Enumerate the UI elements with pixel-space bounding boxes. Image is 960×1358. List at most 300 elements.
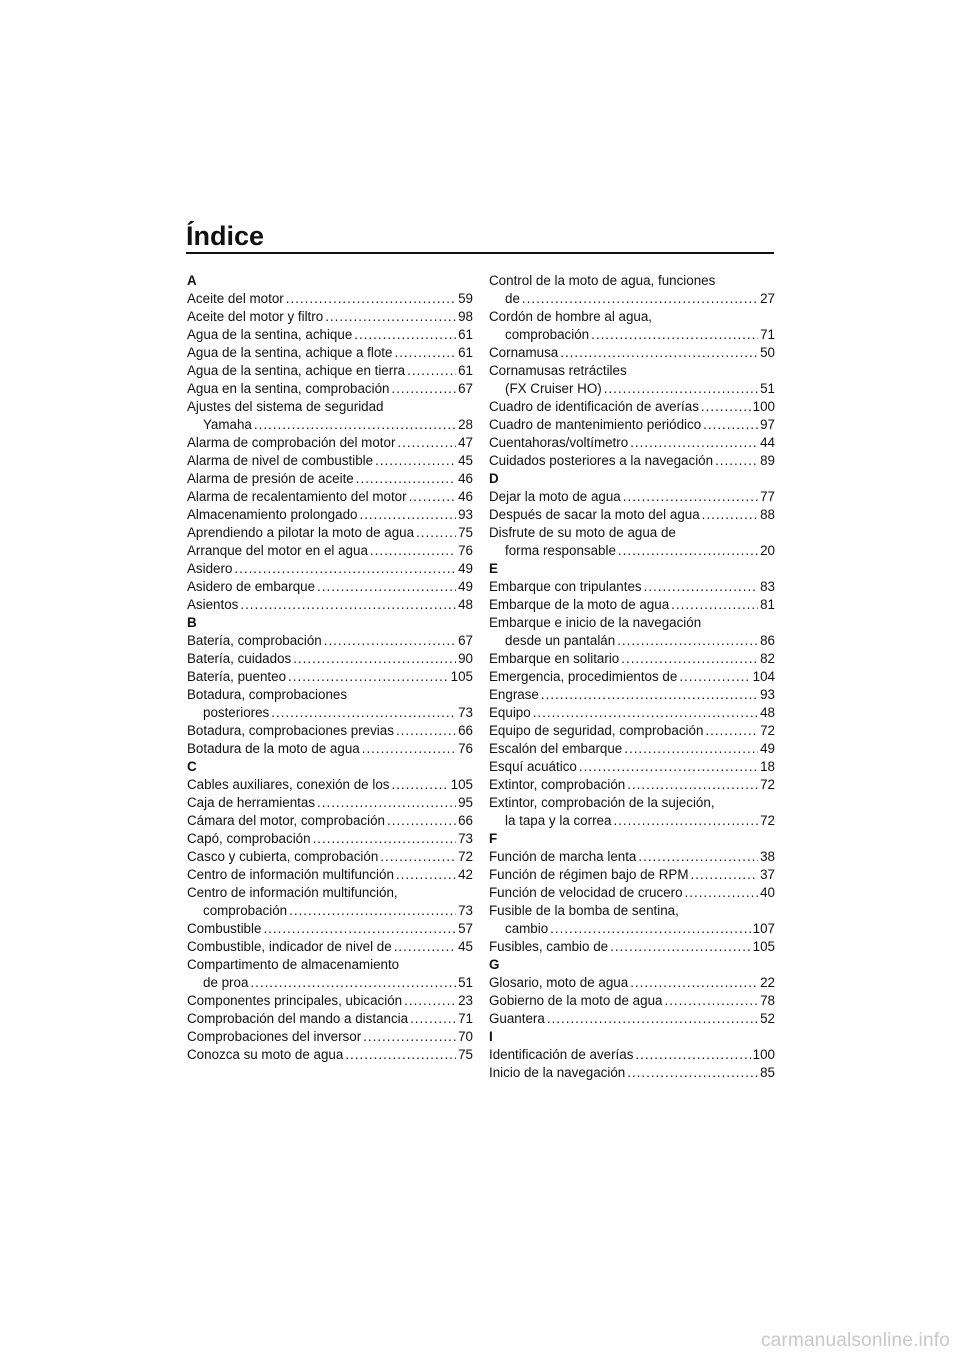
index-entry-text: Componentes principales, ubicación xyxy=(187,993,403,1008)
index-letter-heading: F xyxy=(489,831,498,846)
index-page-number: 73 xyxy=(458,831,473,846)
index-entry-line xyxy=(187,992,473,1010)
dot-leader xyxy=(404,992,456,1010)
index-entry xyxy=(489,416,775,434)
dot-leader xyxy=(627,1064,758,1082)
index-page-number: 71 xyxy=(760,327,775,342)
dot-leader xyxy=(380,848,456,866)
index-entry-text: Caja de herramientas xyxy=(187,795,316,810)
index-entry-text: Arranque del motor en el agua xyxy=(187,543,368,558)
index-entry xyxy=(489,362,775,398)
index-entry-line xyxy=(489,704,775,722)
index-page-number: 23 xyxy=(458,993,473,1008)
index-column-left xyxy=(187,272,473,1064)
index-page-number: 76 xyxy=(458,741,473,756)
index-page-number: 28 xyxy=(458,417,473,432)
index-page-number: 18 xyxy=(760,759,775,774)
index-entry-line xyxy=(187,560,473,578)
page-title: Índice xyxy=(186,221,265,251)
index-letter-heading: E xyxy=(489,561,498,576)
index-entry-line xyxy=(187,1010,473,1028)
dot-leader xyxy=(286,290,456,308)
index-entry-text: Extintor, comprobación de la sujeción, xyxy=(489,795,715,810)
index-page-number: 90 xyxy=(458,651,473,666)
index-entry-text: Cuidados posteriores a la navegación xyxy=(489,453,714,468)
index-entry xyxy=(489,506,775,524)
index-entry-line xyxy=(489,524,775,542)
index-entry xyxy=(187,740,473,758)
dot-leader xyxy=(289,902,456,920)
index-page-number: 38 xyxy=(760,849,775,864)
index-entry xyxy=(187,308,473,326)
dot-leader xyxy=(613,812,758,830)
index-entry-line xyxy=(489,614,775,632)
index-letter-heading: A xyxy=(187,273,197,288)
index-page-number: 71 xyxy=(458,1011,473,1026)
index-entry-line xyxy=(187,740,473,758)
index-entry xyxy=(489,524,775,560)
index-entry-line xyxy=(489,452,775,470)
dot-leader xyxy=(397,434,456,452)
index-entry-text: Aceite del motor y filtro xyxy=(187,309,324,324)
index-page-number: 95 xyxy=(458,795,473,810)
index-page-number: 52 xyxy=(760,1011,775,1026)
index-entry xyxy=(187,362,473,380)
index-entry xyxy=(489,1010,775,1028)
index-page-number: 72 xyxy=(458,849,473,864)
index-entry-text: Cuentahoras/voltímetro xyxy=(489,435,629,450)
index-entry-line xyxy=(187,506,473,524)
index-entry-line xyxy=(489,596,775,614)
dot-leader xyxy=(240,596,456,614)
index-page-number: 105 xyxy=(450,669,473,684)
index-entry-line xyxy=(187,848,473,866)
index-entry xyxy=(489,434,775,452)
index-entry-text: Escalón del embarque xyxy=(489,741,623,756)
index-page-number: 72 xyxy=(760,723,775,738)
dot-leader xyxy=(370,542,456,560)
index-entry-text: Embarque con tripulantes xyxy=(489,579,642,594)
index-entry-text: Comprobaciones del inversor xyxy=(187,1029,362,1044)
index-entry-line xyxy=(489,866,775,884)
index-page-number: 45 xyxy=(458,939,473,954)
index-entry xyxy=(187,578,473,596)
index-entry-line xyxy=(489,578,775,596)
index-page-number: 70 xyxy=(458,1029,473,1044)
index-entry xyxy=(489,488,775,506)
index-entry xyxy=(489,650,775,668)
index-page-number: 72 xyxy=(760,813,775,828)
index-page-number: 100 xyxy=(752,1047,775,1062)
index-entry-line xyxy=(489,326,775,344)
index-entry-text: Control de la moto de agua, funciones xyxy=(489,273,716,288)
dot-leader xyxy=(324,632,456,650)
index-entry-line xyxy=(489,650,775,668)
dot-leader xyxy=(375,452,456,470)
index-entry xyxy=(187,668,473,686)
index-entry xyxy=(489,884,775,902)
dot-leader xyxy=(387,812,456,830)
index-entry xyxy=(187,938,473,956)
index-entry-text: Emergencia, procedimientos de xyxy=(489,669,678,684)
index-entry-text: Cámara del motor, comprobación xyxy=(187,813,385,828)
index-entry xyxy=(187,434,473,452)
index-entry-text: Agua de la sentina, achique en tierra xyxy=(187,363,406,378)
dot-leader xyxy=(623,488,758,506)
dot-leader xyxy=(356,470,456,488)
index-entry-line xyxy=(187,542,473,560)
index-entry xyxy=(489,668,775,686)
index-page-number: 61 xyxy=(458,363,473,378)
index-entry xyxy=(187,560,473,578)
index-entry-text: Agua de la sentina, achique a flote xyxy=(187,345,393,360)
index-entry xyxy=(187,812,473,830)
index-page-number: 57 xyxy=(458,921,473,936)
index-entry-line xyxy=(187,524,473,542)
index-entry-text: Botadura de la moto de agua xyxy=(187,741,360,756)
index-entry xyxy=(187,398,473,434)
index-page-number: 77 xyxy=(760,489,775,504)
index-entry-text: Equipo de seguridad, comprobación xyxy=(489,723,704,738)
index-page-number: 49 xyxy=(760,741,775,756)
index-page-number: 72 xyxy=(760,777,775,792)
index-entry-text: Almacenamiento prolongado xyxy=(187,507,358,522)
index-entry-line xyxy=(489,308,775,326)
index-entry-text: de xyxy=(505,291,520,306)
index-entry-line xyxy=(187,938,473,956)
dot-leader xyxy=(635,1046,750,1064)
index-entry xyxy=(187,380,473,398)
index-page-number: 66 xyxy=(458,723,473,738)
index-entry-line xyxy=(187,1046,473,1064)
dot-leader xyxy=(317,578,456,596)
index-page-number: 37 xyxy=(760,867,775,882)
index-page-number: 107 xyxy=(752,921,775,936)
index-page-number: 61 xyxy=(458,327,473,342)
index-entry-line xyxy=(187,956,473,974)
index-entry-text: Función de velocidad de crucero xyxy=(489,885,683,900)
index-entry-line xyxy=(489,398,775,416)
index-entry xyxy=(187,344,473,362)
index-page-number: 50 xyxy=(760,345,775,360)
index-page-number: 73 xyxy=(458,705,473,720)
index-entry xyxy=(489,1064,775,1082)
index-entry-line xyxy=(489,668,775,686)
dot-leader xyxy=(618,542,758,560)
index-entry xyxy=(187,632,473,650)
index-entry-text: Aceite del motor xyxy=(187,291,284,306)
dot-leader xyxy=(391,380,456,398)
index-entry-text: Cables auxiliares, conexión de los xyxy=(187,777,390,792)
index-entry-line xyxy=(489,1010,775,1028)
index-letter-heading: I xyxy=(489,1029,493,1044)
dot-leader xyxy=(363,1028,456,1046)
index-letter-heading: B xyxy=(187,615,197,630)
index-entry xyxy=(187,992,473,1010)
index-entry xyxy=(187,506,473,524)
dot-leader xyxy=(685,884,759,902)
index-entry-text: Esquí acuático xyxy=(489,759,577,774)
index-page-number: 45 xyxy=(458,453,473,468)
dot-leader xyxy=(671,596,758,614)
index-entry xyxy=(489,596,775,614)
index-page-number: 93 xyxy=(458,507,473,522)
dot-leader xyxy=(288,668,449,686)
index-entry-text: Asidero de embarque xyxy=(187,579,316,594)
index-entry-text: Botadura, comprobaciones previas xyxy=(187,723,394,738)
index-letter-heading: D xyxy=(489,471,499,486)
index-page-number: 85 xyxy=(760,1065,775,1080)
index-page-number: 59 xyxy=(458,291,473,306)
index-entry-text: desde un pantalán xyxy=(505,633,616,648)
index-entry-line xyxy=(489,686,775,704)
index-entry xyxy=(187,956,473,992)
dot-leader xyxy=(679,668,750,686)
dot-leader xyxy=(394,344,456,362)
index-entry-text: Batería, comprobación xyxy=(187,633,322,648)
index-entry-text: Agua en la sentina, comprobación xyxy=(187,381,390,396)
index-page-number: 93 xyxy=(760,687,775,702)
index-entry-text: forma responsable xyxy=(505,543,616,558)
dot-leader xyxy=(617,632,758,650)
dot-leader xyxy=(627,776,758,794)
index-page-number: 40 xyxy=(760,885,775,900)
index-letter-heading: C xyxy=(187,759,197,774)
index-page-number: 51 xyxy=(760,381,775,396)
dot-leader xyxy=(250,974,456,992)
index-page-number: 105 xyxy=(752,939,775,954)
index-entry xyxy=(187,776,473,794)
index-page-number: 48 xyxy=(760,705,775,720)
dot-leader xyxy=(263,920,456,938)
index-entry xyxy=(489,686,775,704)
index-entry-text: la tapa y la correa xyxy=(505,813,612,828)
index-entry-text: Función de marcha lenta xyxy=(489,849,637,864)
index-entry xyxy=(489,1046,775,1064)
index-entry-line xyxy=(489,758,775,776)
index-entry-text: comprobación xyxy=(203,903,288,918)
dot-leader xyxy=(254,416,456,434)
index-entry-line xyxy=(489,848,775,866)
index-entry-line xyxy=(187,920,473,938)
index-entry-line xyxy=(489,362,775,380)
index-entry-text: Alarma de presión de aceite xyxy=(187,471,354,486)
index-entry xyxy=(489,398,775,416)
index-entry-text: Inicio de la navegación xyxy=(489,1065,626,1080)
index-entry-line xyxy=(489,380,775,398)
index-entry-line xyxy=(489,902,775,920)
index-entry-text: Alarma de nivel de combustible xyxy=(187,453,374,468)
title-divider xyxy=(186,252,774,254)
dot-leader xyxy=(522,290,758,308)
index-entry xyxy=(489,758,775,776)
index-entry xyxy=(489,740,775,758)
index-page-number: 78 xyxy=(760,993,775,1008)
index-page-number: 75 xyxy=(458,1047,473,1062)
index-page-number: 49 xyxy=(458,579,473,594)
index-entry xyxy=(187,686,473,722)
index-entry-line xyxy=(489,938,775,956)
index-entry-line xyxy=(489,794,775,812)
index-entry-text: Cuadro de mantenimiento periódico xyxy=(489,417,702,432)
dot-leader xyxy=(407,362,456,380)
index-entry xyxy=(187,488,473,506)
index-page-number: 27 xyxy=(760,291,775,306)
index-page-number: 83 xyxy=(760,579,775,594)
dot-leader xyxy=(359,506,456,524)
dot-leader xyxy=(345,1046,456,1064)
index-entry-text: Yamaha xyxy=(203,417,252,432)
dot-leader xyxy=(362,740,456,758)
index-entry-line xyxy=(489,920,775,938)
index-entry xyxy=(187,1046,473,1064)
index-entry-line xyxy=(187,704,473,722)
index-entry-text: Guantera xyxy=(489,1011,545,1026)
dot-leader xyxy=(313,830,457,848)
index-entry-line xyxy=(187,884,473,902)
index-entry-text: Dejar la moto de agua xyxy=(489,489,621,504)
index-entry-line xyxy=(187,722,473,740)
index-entry-line xyxy=(489,722,775,740)
index-page-number: 46 xyxy=(458,471,473,486)
dot-leader xyxy=(591,326,758,344)
index-entry-text: Función de régimen bajo de RPM xyxy=(489,867,689,882)
index-entry xyxy=(489,722,775,740)
index-entry xyxy=(187,920,473,938)
index-entry-text: Engrase xyxy=(489,687,539,702)
index-entry xyxy=(489,848,775,866)
dot-leader xyxy=(560,344,758,362)
index-entry-line xyxy=(187,1028,473,1046)
dot-leader xyxy=(533,704,758,722)
index-column-right xyxy=(489,272,775,1082)
dot-leader xyxy=(271,704,456,722)
index-entry-line xyxy=(489,434,775,452)
index-entry xyxy=(187,1028,473,1046)
index-entry xyxy=(187,326,473,344)
dot-leader xyxy=(416,524,456,542)
dot-leader xyxy=(541,686,758,704)
index-entry-text: Batería, cuidados xyxy=(187,651,292,666)
dot-leader xyxy=(702,506,758,524)
index-entry-line xyxy=(187,290,473,308)
index-page-number: 75 xyxy=(458,525,473,540)
index-entry-text: Aprendiendo a pilotar la moto de agua xyxy=(187,525,415,540)
index-entry-text: cambio xyxy=(505,921,549,936)
index-entry-text: Centro de información multifunción, xyxy=(187,885,398,900)
index-entry xyxy=(489,614,775,650)
index-entry-line xyxy=(187,416,473,434)
index-entry xyxy=(489,344,775,362)
index-entry-line xyxy=(187,650,473,668)
index-entry-text: Identificación de averías xyxy=(489,1047,634,1062)
index-entry xyxy=(489,704,775,722)
index-entry-text: Combustible xyxy=(187,921,262,936)
dot-leader xyxy=(690,866,758,884)
index-page-number: 81 xyxy=(760,597,775,612)
index-entry xyxy=(187,1010,473,1028)
index-entry-text: Alarma de recalentamiento del motor xyxy=(187,489,407,504)
index-entry-line xyxy=(489,776,775,794)
index-entry-line xyxy=(187,578,473,596)
index-entry-line xyxy=(187,668,473,686)
index-entry-line xyxy=(187,434,473,452)
index-entry-text: Después de sacar la moto del agua xyxy=(489,507,700,522)
watermark: carmanualsonline.info xyxy=(760,1330,950,1351)
index-entry-text: Fusibles, cambio de xyxy=(489,939,609,954)
index-entry xyxy=(489,776,775,794)
index-entry-line xyxy=(187,776,473,794)
index-entry xyxy=(489,578,775,596)
index-entry xyxy=(187,722,473,740)
dot-leader xyxy=(705,722,758,740)
index-page-number: 49 xyxy=(458,561,473,576)
dot-leader xyxy=(630,434,758,452)
index-entry-text: Disfrute de su moto de agua de xyxy=(489,525,676,540)
index-entry-line xyxy=(489,272,775,290)
index-entry-line xyxy=(187,830,473,848)
index-entry xyxy=(187,884,473,920)
dot-leader xyxy=(234,560,456,578)
index-entry-line xyxy=(187,596,473,614)
index-entry xyxy=(187,794,473,812)
index-letter-heading: G xyxy=(489,957,500,972)
index-entry-text: Embarque e inicio de la navegación xyxy=(489,615,702,630)
dot-leader xyxy=(701,398,751,416)
dot-leader xyxy=(317,794,456,812)
dot-leader xyxy=(579,758,758,776)
dot-leader xyxy=(630,974,758,992)
index-entry-text: Cordón de hombre al agua, xyxy=(489,309,653,324)
index-entry-text: Equipo xyxy=(489,705,531,720)
index-entry-text: Batería, puenteo xyxy=(187,669,287,684)
index-entry xyxy=(489,992,775,1010)
index-entry-text: Agua de la sentina, achique xyxy=(187,327,353,342)
dot-leader xyxy=(396,866,456,884)
index-entry-text: Capó, comprobación xyxy=(187,831,311,846)
index-page-number: 67 xyxy=(458,381,473,396)
index-entry-line xyxy=(489,416,775,434)
index-entry xyxy=(187,848,473,866)
index-entry-text: Fusible de la bomba de sentina, xyxy=(489,903,679,918)
index-page-number: 46 xyxy=(458,489,473,504)
index-page-number: 48 xyxy=(458,597,473,612)
index-entry-text: Comprobación del mando a distancia xyxy=(187,1011,409,1026)
index-entry-line xyxy=(187,326,473,344)
index-entry-line xyxy=(187,812,473,830)
dot-leader xyxy=(409,488,457,506)
index-entry-text: Embarque en solitario xyxy=(489,651,620,666)
index-entry-text: Compartimento de almacenamiento xyxy=(187,957,400,972)
index-entry-line xyxy=(187,470,473,488)
index-entry xyxy=(489,272,775,308)
index-entry-line xyxy=(489,992,775,1010)
index-entry-text: Combustible, indicador de nivel de xyxy=(187,939,392,954)
index-entry-line xyxy=(187,794,473,812)
index-page-number: 47 xyxy=(458,435,473,450)
index-page-number: 66 xyxy=(458,813,473,828)
index-entry-line xyxy=(187,488,473,506)
index-entry xyxy=(489,452,775,470)
index-entry-text: Ajustes del sistema de seguridad xyxy=(187,399,384,414)
index-entry xyxy=(489,308,775,344)
index-page-number: 97 xyxy=(760,417,775,432)
dot-leader xyxy=(610,938,751,956)
index-entry-line xyxy=(489,632,775,650)
index-entry-line xyxy=(187,974,473,992)
index-page-number: 89 xyxy=(760,453,775,468)
dot-leader xyxy=(354,326,456,344)
